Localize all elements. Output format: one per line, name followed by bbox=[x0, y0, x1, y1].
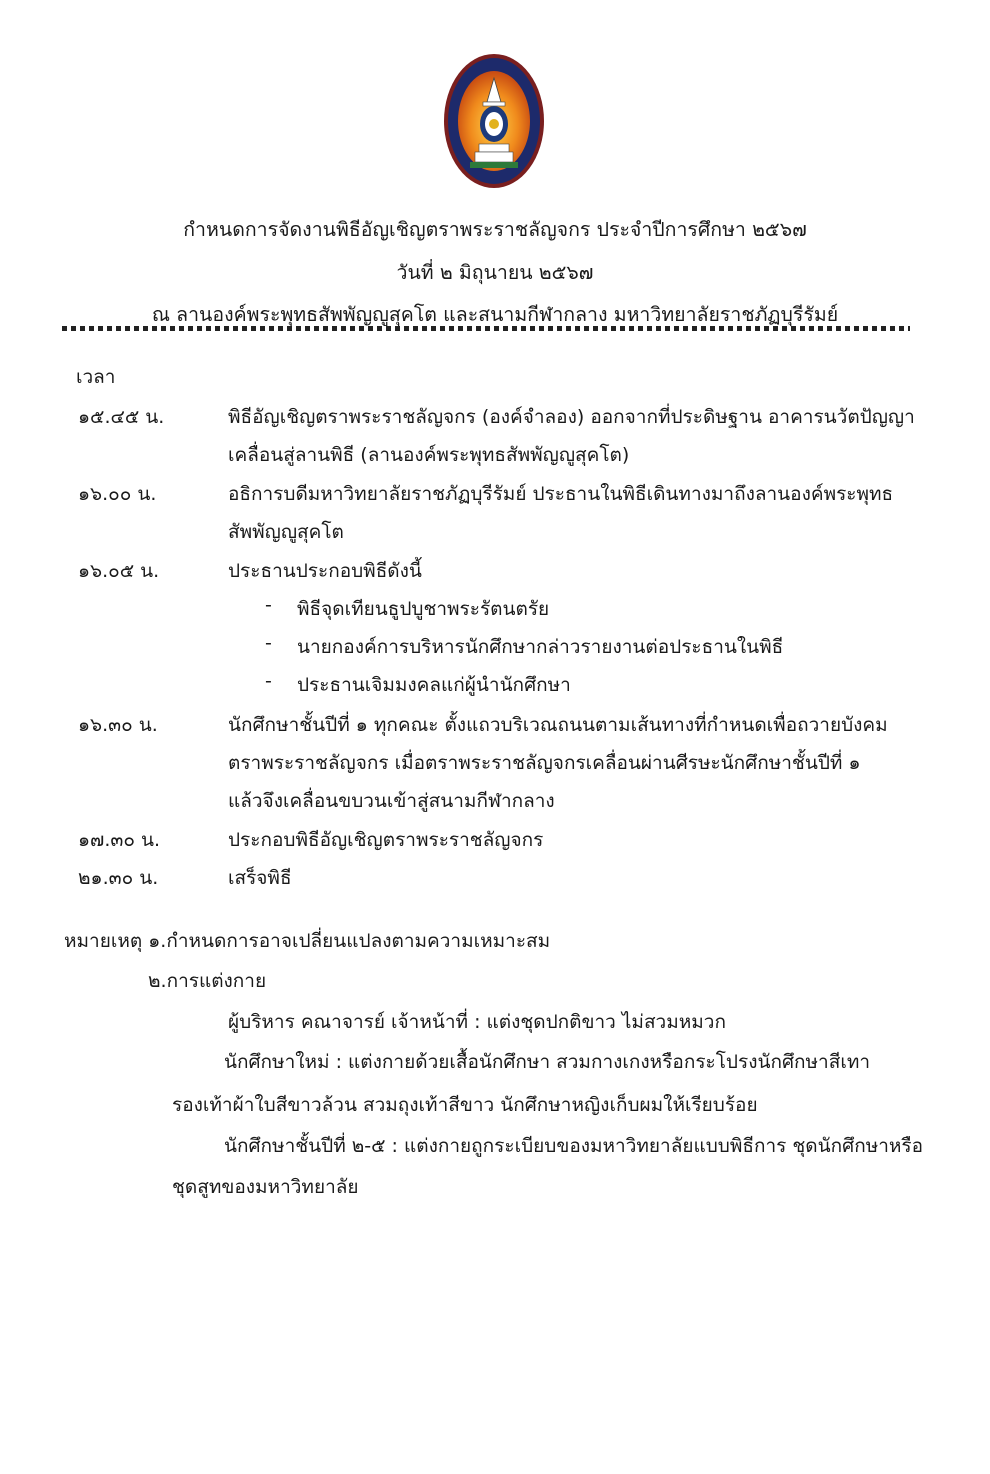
schedule-time: ๑๗.๓๐ น. bbox=[78, 829, 161, 851]
schedule-desc: แล้วจึงเคลื่อนขบวนเข้าสู่สนามกีฬากลาง bbox=[228, 790, 555, 812]
note-line: รองเท้าผ้าใบสีขาวล้วน สวมถุงเท้าสีขาว นักศึกษาหญิงเก็บผมให้เรียบร้อย bbox=[172, 1094, 758, 1116]
note-line: หมายเหตุ ๑.กำหนดการอาจเปลี่ยนแปลงตามความเหมาะสม bbox=[64, 930, 551, 952]
document-title: กำหนดการจัดงานพิธีอัญเชิญตราพระราชลัญจกร ประจำปีการศึกษา ๒๕๖๗ bbox=[183, 218, 807, 241]
schedule-desc: อธิการบดีมหาวิทยาลัยราชภัฏบุรีรัมย์ ประธานในพิธีเดินทางมาถึงลานองค์พระพุทธ bbox=[228, 483, 894, 505]
schedule-time: ๑๖.๐๕ น. bbox=[78, 560, 160, 582]
schedule-time: ๑๖.๓๐ น. bbox=[78, 714, 158, 736]
note-line: นักศึกษาใหม่ : แต่งกายด้วยเสื้อนักศึกษา สวมกางเกงหรือกระโปรงนักศึกษาสีเทา bbox=[224, 1051, 871, 1073]
schedule-bullet: นายกองค์การบริหารนักศึกษากล่าวรายงานต่อประธานในพิธี bbox=[297, 636, 784, 658]
note-line: ผู้บริหาร คณาจารย์ เจ้าหน้าที่ : แต่งชุดปกติขาว ไม่สวมหมวก bbox=[228, 1011, 726, 1033]
schedule-bullet: ประธานเจิมมงคลแก่ผู้นำนักศึกษา bbox=[297, 674, 571, 696]
schedule-time: ๑๕.๔๕ น. bbox=[78, 406, 165, 428]
schedule-desc: พิธีอัญเชิญตราพระราชลัญจกร (องค์จำลอง) ออกจากที่ประดิษฐาน อาคารนวัตปัญญา bbox=[228, 406, 915, 428]
schedule-desc: นักศึกษาชั้นปีที่ ๑ ทุกคณะ ตั้งแถวบริเวณถนนตามเส้นทางที่กำหนดเพื่อถวายบังคม bbox=[228, 714, 888, 736]
schedule-desc: ประกอบพิธีอัญเชิญตราพระราชลัญจกร bbox=[228, 829, 544, 851]
time-column-label: เวลา bbox=[76, 366, 116, 388]
document-date: วันที่ ๒ มิถุนายน ๒๕๖๗ bbox=[396, 261, 594, 284]
schedule-time: ๒๑.๓๐ น. bbox=[78, 867, 159, 889]
dotted-divider bbox=[62, 326, 910, 331]
note-line: ๒.การแต่งกาย bbox=[148, 970, 267, 992]
bullet-dash: - bbox=[265, 670, 272, 692]
schedule-time: ๑๖.๐๐ น. bbox=[78, 483, 157, 505]
schedule-desc: ตราพระราชลัญจกร เมื่อตราพระราชลัญจกรเคลื่อนผ่านศีรษะนักศึกษาชั้นปีที่ ๑ bbox=[228, 752, 861, 774]
schedule-desc: เคลื่อนสู่ลานพิธี (ลานองค์พระพุทธสัพพัญญูสุคโต) bbox=[228, 444, 630, 466]
document-venue: ณ ลานองค์พระพุทธสัพพัญญูสุคโต และสนามกีฬากลาง มหาวิทยาลัยราชภัฏบุรีรัมย์ bbox=[151, 303, 839, 326]
schedule-desc: เสร็จพิธี bbox=[228, 867, 292, 889]
schedule-bullet: พิธีจุดเทียนธูปบูชาพระรัตนตรัย bbox=[297, 598, 550, 620]
schedule-desc: ประธานประกอบพิธีดังนี้ bbox=[228, 560, 422, 582]
schedule-desc: สัพพัญญูสุคโต bbox=[228, 521, 344, 543]
bullet-dash: - bbox=[265, 632, 272, 654]
note-line: นักศึกษาชั้นปีที่ ๒-๕ : แต่งกายถูกระเบียบของมหาวิทยาลัยแบบพิธีการ ชุดนักศึกษาหรือ bbox=[224, 1135, 924, 1157]
note-line: ชุดสูทของมหาวิทยาลัย bbox=[172, 1176, 359, 1198]
bullet-dash: - bbox=[265, 594, 272, 616]
university-seal-logo bbox=[443, 52, 545, 190]
